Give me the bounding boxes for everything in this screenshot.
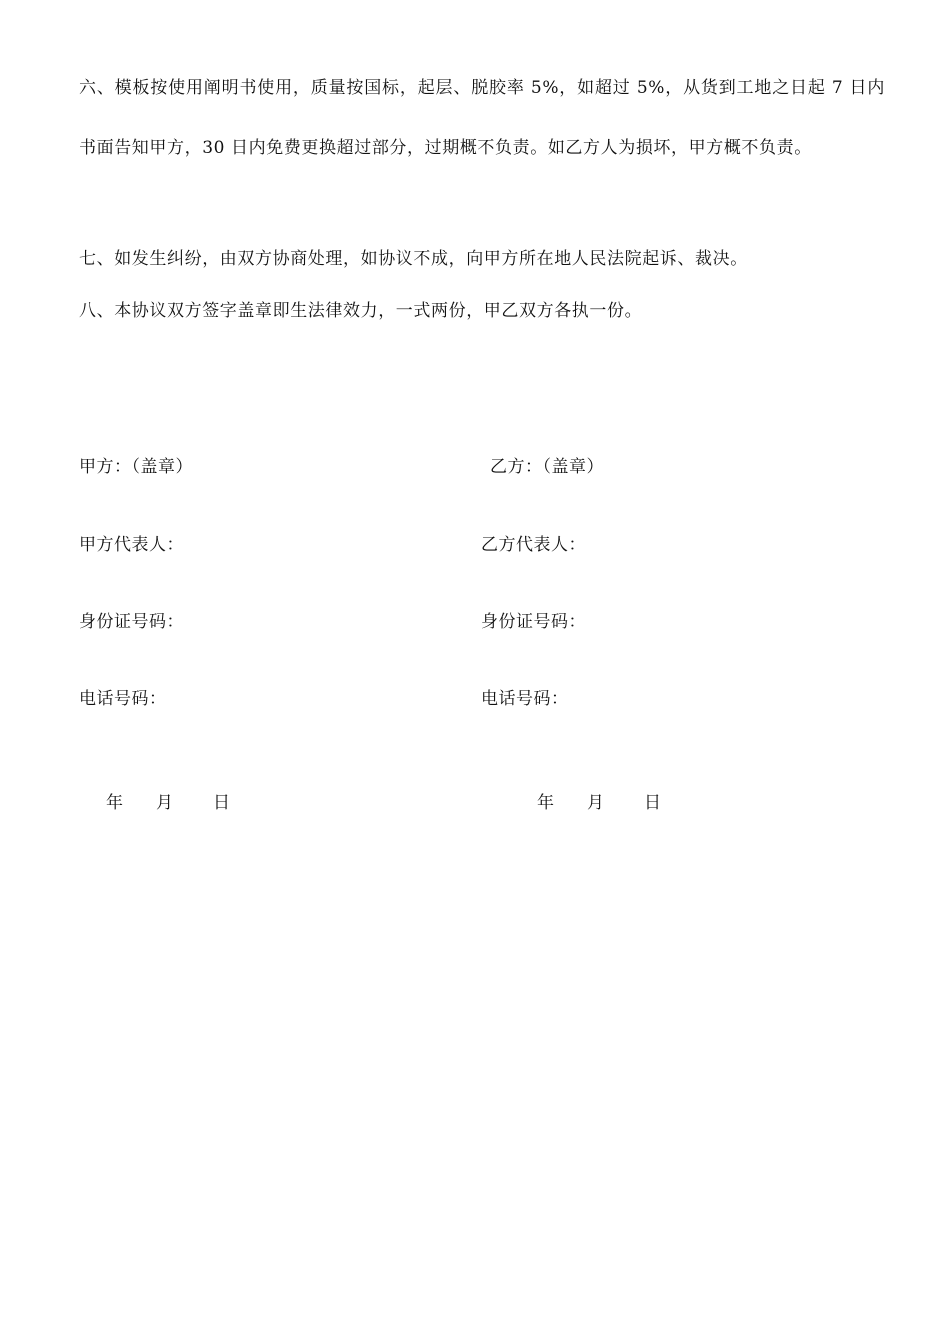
party-b-representative-label: 乙方代表人： [481, 535, 586, 555]
clause-six: 六、模板按使用阐明书使用，质量按国标，起层、脱胶率 5%，如超过 5%，从货到工地之日起 7 日内书面告知甲方，30 日内免费更换超过部分，过期概不负责。如乙方人为损坏，甲方概不负责。 [79, 78, 885, 158]
party-b-id-number-label: 身份证号码： [481, 612, 586, 632]
party-a-representative-label: 甲方代表人： [79, 535, 184, 555]
party-b-seal-label: 乙方：（盖章） [490, 457, 604, 477]
party-a-date-month: 月 [156, 793, 173, 813]
party-b-date [537, 788, 661, 813]
party-b-date-month: 月 [587, 793, 604, 813]
party-b-date-year: 年 [537, 793, 554, 813]
party-a-date [106, 788, 230, 813]
party-a-date-day: 日 [213, 793, 230, 813]
clause-seven: 七、如发生纠纷，由双方协商处理，如协议不成，向甲方所在地人民法院起诉、裁决。 [79, 249, 748, 269]
party-a-id-number-label: 身份证号码： [79, 612, 184, 632]
party-b-phone-label: 电话号码： [481, 689, 569, 709]
clause-eight: 八、本协议双方签字盖章即生法律效力，一式两份，甲乙双方各执一份。 [79, 301, 643, 321]
party-a-date-year: 年 [106, 793, 123, 813]
party-b-date-day: 日 [644, 793, 661, 813]
party-a-seal-label: 甲方：（盖章） [79, 457, 193, 477]
party-a-phone-label: 电话号码： [79, 689, 167, 709]
